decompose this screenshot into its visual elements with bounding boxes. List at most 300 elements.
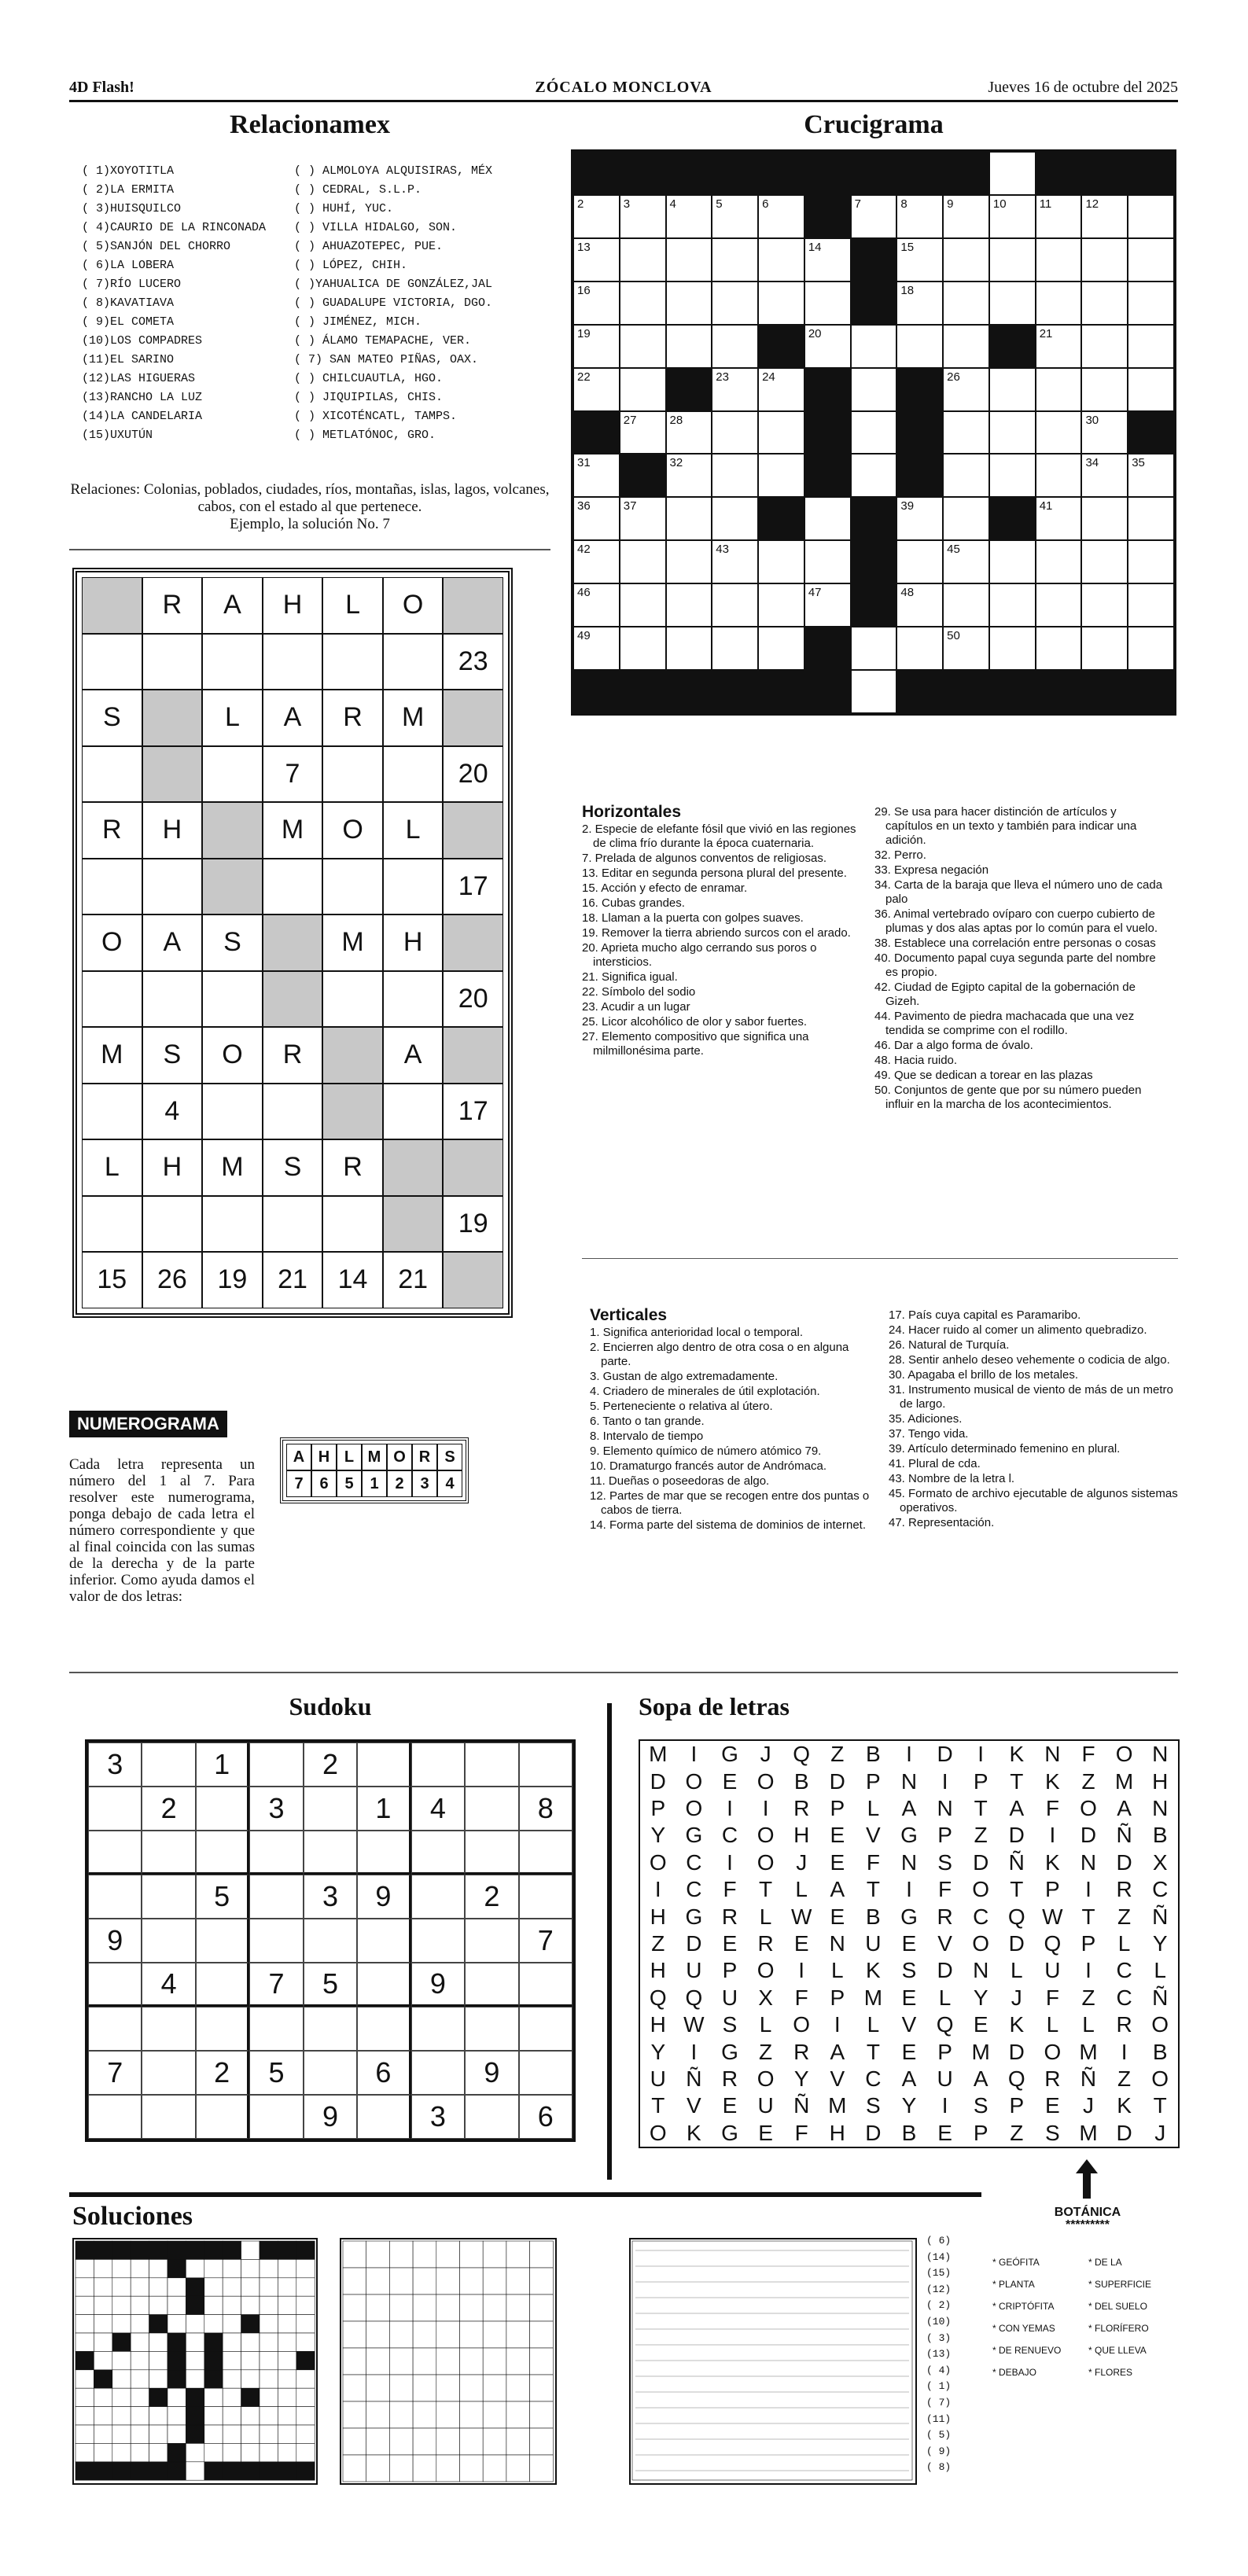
clue-number: 24 <box>762 370 775 384</box>
word-search-letter: H <box>829 2120 845 2145</box>
solution-cell <box>278 2370 296 2388</box>
word-search-letter: X <box>758 1985 773 2010</box>
sudoku-cell: 1 <box>196 1742 249 1787</box>
solution-cell <box>75 2370 94 2388</box>
word-search-letter: D <box>1008 2039 1025 2064</box>
solution-cell <box>204 2315 223 2333</box>
word-search-letter: O <box>757 2066 775 2091</box>
word-item: * GEÓFITA <box>992 2257 1040 2268</box>
sudoku-cell: 5 <box>249 2051 303 2095</box>
solution-cell <box>366 2428 390 2455</box>
key-letter: H <box>311 1444 337 1470</box>
sudoku-cell <box>249 2007 303 2051</box>
word-search-letter: J <box>1011 1985 1022 2010</box>
solution-cell <box>413 2401 436 2428</box>
clue-number: 47 <box>808 586 822 600</box>
word-search-letter: W <box>1042 1904 1063 1929</box>
solution-cell <box>112 2443 131 2461</box>
word-search-letter: L <box>867 2012 880 2037</box>
sudoku-cell <box>304 2051 357 2095</box>
crossword-cell <box>943 670 989 713</box>
horizontales-clues <box>582 805 865 1059</box>
crossword-cell <box>573 282 620 325</box>
relacionamex-example: Ejemplo, la solución No. 7 <box>230 516 390 532</box>
crossword-cell <box>943 454 989 497</box>
word-search-letter: K <box>1045 1768 1060 1794</box>
word-search-letter: A <box>973 2066 988 2091</box>
crossword-cell <box>1128 152 1174 195</box>
numerograma-cell: M <box>263 802 323 859</box>
solution-cell <box>366 2321 390 2348</box>
solution-cell <box>366 2241 390 2268</box>
solution-number: (11) <box>926 2412 952 2425</box>
numerograma-cell <box>383 859 444 915</box>
solution-cell <box>149 2333 168 2351</box>
word-search-letter: I <box>654 1877 661 1902</box>
solution-cell <box>186 2241 204 2259</box>
solution-cell <box>506 2428 530 2455</box>
word-search-letter: Q <box>649 1985 667 2010</box>
sudoku-cell: 5 <box>304 1963 357 2007</box>
word-search-letter: E <box>901 1985 917 2010</box>
crossword-cell <box>1081 670 1128 713</box>
crossword-cell <box>1081 325 1128 368</box>
clue-item: 38. Establece una correlación entre personas o cosas <box>874 937 1156 950</box>
word-search-letter: E <box>722 1768 738 1794</box>
crossword-cell <box>1128 325 1174 368</box>
sudoku-cell <box>249 1831 303 1875</box>
sudoku-cell: 3 <box>411 2095 465 2139</box>
key-letter: A <box>286 1444 311 1470</box>
crossword-cell <box>851 540 897 583</box>
clue-item: 18. Llaman a la puerta con golpes suaves. <box>582 911 804 925</box>
crossword-cell <box>712 454 758 497</box>
word-search-letter: Q <box>793 1742 811 1767</box>
divider <box>582 1258 1178 1259</box>
state-item: ( ) JIQUIPILAS, CHIS. <box>294 391 444 404</box>
clue-number: 46 <box>577 586 591 600</box>
word-search-letter: C <box>865 2066 882 2091</box>
word-search-letter: N <box>1152 1742 1169 1767</box>
clue-item: 47. Representación. <box>889 1516 995 1529</box>
word-search-letter: Z <box>1117 1904 1132 1929</box>
solution-number: (10) <box>926 2315 952 2328</box>
word-search-letter: E <box>830 1849 845 1875</box>
clue-item: 41. Plural de cda. <box>889 1457 981 1470</box>
solution-cell <box>260 2351 278 2369</box>
crossword-cell <box>851 368 897 411</box>
word-search-letter: F <box>794 2120 808 2145</box>
solution-cell <box>131 2370 149 2388</box>
solution-cell <box>278 2296 296 2314</box>
solution-cell <box>260 2407 278 2425</box>
numerograma-cell <box>142 971 203 1028</box>
solution-cell <box>296 2443 315 2461</box>
clue-number: 20 <box>808 326 822 340</box>
crossword-cell <box>620 497 666 540</box>
solution-cell <box>94 2315 112 2333</box>
clue-item: 46. Dar a algo forma de óvalo. <box>874 1039 1033 1052</box>
numerograma-cell <box>202 634 263 690</box>
numerograma-cell <box>142 859 203 915</box>
sudoku-cell: 2 <box>465 1875 518 1919</box>
solution-cell <box>343 2348 366 2375</box>
sudoku-cell <box>249 1875 303 1919</box>
sudoku-cell <box>519 1831 572 1875</box>
solution-cell <box>223 2443 241 2461</box>
crucigrama-title: Crucigrama <box>804 110 944 139</box>
sudoku-cell <box>357 1831 410 1875</box>
word-search-letter: D <box>1116 1849 1132 1875</box>
solution-cell <box>460 2455 484 2482</box>
horizontales-clues-cont <box>874 805 1165 1113</box>
word-search-letter: I <box>977 1742 985 1767</box>
solution-cell <box>366 2348 390 2375</box>
clue-number: 13 <box>577 240 591 254</box>
solution-cell <box>168 2388 186 2406</box>
numerograma-key <box>280 1437 469 1503</box>
word-search-letter: J <box>1082 2093 1094 2118</box>
solution-cell <box>241 2241 260 2259</box>
solution-cell <box>149 2241 168 2259</box>
clue-number: 21 <box>1039 326 1053 340</box>
crossword-cell <box>1036 282 1082 325</box>
sudoku-cell <box>519 1963 572 2007</box>
solution-number: ( 5) <box>926 2429 952 2442</box>
numerograma-cell <box>82 859 142 915</box>
word-search-letter: D <box>865 2120 882 2145</box>
word-search-letter: F <box>1081 1742 1095 1767</box>
theme-title: BOTÁNICA <box>1054 2206 1121 2219</box>
sudoku-cell: 7 <box>519 1919 572 1963</box>
place-item: (14)LA CANDELARIA <box>82 410 203 423</box>
solution-cell <box>168 2259 186 2277</box>
word-search-letter: O <box>649 2120 667 2145</box>
key-letter: R <box>412 1444 437 1470</box>
word-search-letter: T <box>1081 1904 1095 1929</box>
sudoku-cell <box>357 2007 410 2051</box>
word-search-letter: B <box>793 1768 809 1794</box>
word-search-letter: B <box>901 2120 917 2145</box>
numerograma-cell: 26 <box>142 1252 203 1308</box>
word-search-letter: R <box>757 1930 774 1956</box>
word-item: * FLORES <box>1088 2367 1133 2378</box>
solution-number: ( 8) <box>926 2461 952 2474</box>
crossword-cell <box>758 497 804 540</box>
sudoku-cell <box>465 2095 518 2139</box>
word-search-letter: P <box>1009 2093 1025 2118</box>
crossword-cell <box>573 627 620 670</box>
word-search-letter: A <box>1009 1795 1025 1820</box>
crossword-cell <box>620 325 666 368</box>
numerograma-cell <box>443 1027 503 1084</box>
word-search-letter: Q <box>1007 2066 1025 2091</box>
solution-cell <box>149 2296 168 2314</box>
crossword-cell <box>712 540 758 583</box>
sudoku-cell: 2 <box>304 1742 357 1787</box>
word-item: * DE RENUEVO <box>992 2345 1062 2356</box>
numerograma-cell <box>322 746 383 803</box>
numerograma-cell: A <box>202 577 263 634</box>
solution-cell <box>483 2268 506 2294</box>
state-item: ( ) METLATÓNOC, GRO. <box>294 429 436 442</box>
solution-cell <box>260 2443 278 2461</box>
crossword-cell <box>758 670 804 713</box>
solution-cell <box>168 2241 186 2259</box>
solution-cell <box>506 2241 530 2268</box>
solution-cell <box>278 2462 296 2480</box>
crossword-cell <box>1036 497 1082 540</box>
solution-cell <box>389 2294 413 2321</box>
word-search-letter: U <box>686 1958 702 1983</box>
solution-cell <box>506 2455 530 2482</box>
crossword-cell <box>1128 627 1174 670</box>
word-search-letter: H <box>650 1904 666 1929</box>
solution-cell <box>186 2315 204 2333</box>
crossword-cell <box>1081 627 1128 670</box>
solution-cell <box>223 2370 241 2388</box>
numerograma-cell <box>142 634 203 690</box>
solution-cell <box>296 2315 315 2333</box>
divider <box>69 1672 1178 1673</box>
crossword-cell <box>804 325 851 368</box>
relacionamex-row <box>82 332 561 351</box>
crossword-cell <box>1128 195 1174 238</box>
crossword-cell <box>943 368 989 411</box>
solution-number: ( 9) <box>926 2445 952 2457</box>
word-search-letter: T <box>651 2093 665 2118</box>
word-search-letter: D <box>937 1958 953 1983</box>
solution-cell <box>223 2388 241 2406</box>
word-search-letter: P <box>937 2039 952 2064</box>
numerograma-cell: 20 <box>443 971 503 1028</box>
crossword-cell <box>1036 454 1082 497</box>
word-item: * DE LA <box>1088 2257 1122 2268</box>
numerograma-cell: S <box>263 1139 323 1196</box>
solution-cell <box>223 2278 241 2296</box>
sudoku-cell <box>465 1742 518 1787</box>
solution-cell <box>168 2333 186 2351</box>
solution-cell <box>436 2241 460 2268</box>
solution-cell <box>131 2333 149 2351</box>
solution-cell <box>204 2388 223 2406</box>
numerograma-cell: S <box>142 1027 203 1084</box>
sudoku-cell: 8 <box>519 1787 572 1831</box>
word-search-letter: N <box>1152 1795 1169 1820</box>
crossword-cell <box>804 152 851 195</box>
crossword-cell <box>666 583 712 627</box>
sudoku-cell <box>88 1875 142 1919</box>
crossword-cell <box>851 238 897 282</box>
solution-cell <box>131 2407 149 2425</box>
word-search-letter: K <box>687 2120 701 2145</box>
solution-cell <box>389 2375 413 2401</box>
word-search-letter: U <box>721 1985 738 2010</box>
solution-cell <box>278 2278 296 2296</box>
numerograma-cell <box>82 1196 142 1253</box>
solution-cell <box>241 2425 260 2443</box>
crossword-cell <box>666 152 712 195</box>
numerograma-cell <box>82 577 142 634</box>
word-search-letter: T <box>866 2039 880 2064</box>
solution-cell <box>112 2296 131 2314</box>
divider <box>69 549 550 550</box>
crossword-cell <box>758 195 804 238</box>
solution-cell <box>413 2375 436 2401</box>
word-search-letter: U <box>757 2093 774 2118</box>
solution-cell <box>413 2348 436 2375</box>
divider <box>607 1703 612 2180</box>
solution-cell <box>483 2348 506 2375</box>
solution-cell <box>436 2321 460 2348</box>
word-search-letter: O <box>1151 2066 1169 2091</box>
word-search-letter: D <box>686 1930 702 1956</box>
solution-cell <box>168 2296 186 2314</box>
solution-cell <box>460 2348 484 2375</box>
numerograma-cell <box>443 914 503 971</box>
word-search-letter: E <box>722 2093 738 2118</box>
sudoku-cell <box>465 1919 518 1963</box>
word-search-letter: I <box>941 2093 948 2118</box>
numerograma-cell: 17 <box>443 1084 503 1140</box>
crossword-cell <box>712 411 758 454</box>
word-search-letter: Z <box>1081 1768 1095 1794</box>
numerograma-cell <box>443 577 503 634</box>
solution-cell <box>186 2351 204 2369</box>
numerograma-cell <box>443 1139 503 1196</box>
clue-number: 30 <box>1085 413 1099 427</box>
word-search-letter: A <box>901 1795 917 1820</box>
sudoku-cell <box>142 1742 195 1787</box>
sudoku-cell <box>411 2051 465 2095</box>
solution-cell <box>94 2388 112 2406</box>
solution-cell <box>186 2407 204 2425</box>
word-search-letter: G <box>721 2120 738 2145</box>
numerograma-cell: 21 <box>263 1252 323 1308</box>
clue-item: 8. Intervalo de tiempo <box>590 1430 704 1443</box>
solution-cell <box>75 2388 94 2406</box>
word-search-letter: D <box>1008 1930 1025 1956</box>
crossword-cell <box>758 368 804 411</box>
numerograma-cell <box>322 634 383 690</box>
word-search-letter: L <box>1117 1930 1131 1956</box>
solution-cell <box>296 2333 315 2351</box>
word-search-letter: E <box>937 2120 952 2145</box>
solution-cell <box>204 2259 223 2277</box>
crossword-cell <box>1036 325 1082 368</box>
solution-cell <box>278 2241 296 2259</box>
crossword-cell <box>666 325 712 368</box>
crossword-cell <box>943 325 989 368</box>
relacionamex-title: Relacionamex <box>230 110 390 139</box>
place-item: (13)RANCHO LA LUZ <box>82 391 203 404</box>
clue-item: 31. Instrumento musical de viento de más de un metro de largo. <box>889 1383 1173 1411</box>
word-item: * CRIPTÓFITA <box>992 2301 1055 2312</box>
crossword-cell <box>989 627 1036 670</box>
clue-number: 50 <box>947 629 960 643</box>
crossword-cell <box>1128 583 1174 627</box>
place-item: ( 8)KAVATIAVA <box>82 296 175 310</box>
word-search-theme <box>1044 2206 1131 2232</box>
relacionamex-row <box>82 200 561 219</box>
solution-cell <box>260 2241 278 2259</box>
solution-cell <box>204 2407 223 2425</box>
crossword-cell <box>1128 497 1174 540</box>
sudoku-cell: 7 <box>88 2051 142 2095</box>
numerograma-cell: R <box>322 1139 383 1196</box>
crossword-cell <box>712 670 758 713</box>
numerograma-grid <box>72 568 513 1318</box>
solution-cell <box>436 2375 460 2401</box>
horizontales-title: Horizontales <box>582 803 682 821</box>
solution-cell <box>186 2370 204 2388</box>
state-item: ( ) LÓPEZ, CHIH. <box>294 259 408 272</box>
word-search-letter: N <box>1080 1849 1097 1875</box>
clue-item: 12. Partes de mar que se recogen entre dos puntas o cabos de tierra. <box>590 1489 870 1517</box>
solution-cell <box>460 2268 484 2294</box>
numerograma-cell: 19 <box>443 1196 503 1253</box>
state-item: ( )YAHUALICA DE GONZÁLEZ,JAL <box>294 278 493 291</box>
verticales-title: Verticales <box>590 1306 668 1324</box>
numerograma-cell <box>202 802 263 859</box>
word-item: * CON YEMAS <box>992 2323 1055 2334</box>
word-search-letter: Ñ <box>686 2066 702 2091</box>
solution-cell <box>296 2296 315 2314</box>
word-search-letter: F <box>938 1877 952 1902</box>
word-search-letter: V <box>901 2012 917 2037</box>
word-search-letter: D <box>1116 2120 1132 2145</box>
state-item: ( ) HUHÍ, YUC. <box>294 202 394 215</box>
crossword-cell <box>1128 670 1174 713</box>
solution-cell <box>343 2268 366 2294</box>
word-search-letter: T <box>1153 2093 1167 2118</box>
solution-cell <box>343 2321 366 2348</box>
place-item: ( 4)CAURIO DE LA RINCONADA <box>82 221 267 234</box>
word-search-grid <box>639 1739 1180 2148</box>
crossword-cell <box>989 670 1036 713</box>
sudoku-cell <box>465 1787 518 1831</box>
solution-cell <box>530 2348 554 2375</box>
clue-item: 44. Pavimento de piedra machacada que una vez tendida se comprime con el rodillo. <box>874 1010 1135 1037</box>
solution-cell <box>204 2443 223 2461</box>
solution-cell <box>483 2428 506 2455</box>
word-search-letter: I <box>1049 1823 1056 1848</box>
relacionamex-row <box>82 237 561 256</box>
crossword-cell <box>666 411 712 454</box>
solution-cell <box>260 2388 278 2406</box>
word-search-letter: P <box>722 1958 738 1983</box>
solution-cell <box>460 2401 484 2428</box>
page-header <box>69 79 1178 102</box>
solution-cell <box>168 2462 186 2480</box>
crossword-cell <box>1036 238 1082 282</box>
word-search-letter: V <box>866 1823 881 1848</box>
clue-item: 39. Artículo determinado femenino en plural. <box>889 1442 1121 1455</box>
sudoku-cell <box>249 1742 303 1787</box>
crossword-cell <box>1081 454 1128 497</box>
numerograma-cell <box>383 1139 444 1196</box>
crossword-cell <box>804 540 851 583</box>
solution-cell <box>530 2375 554 2401</box>
solution-cell <box>296 2388 315 2406</box>
word-search-letter: U <box>1044 1958 1061 1983</box>
word-search-letter: O <box>972 1877 990 1902</box>
numerograma-cell: S <box>202 914 263 971</box>
crossword-cell <box>943 540 989 583</box>
solution-cell <box>204 2241 223 2259</box>
clue-item: 3. Gustan de algo extremadamente. <box>590 1370 779 1383</box>
word-search-letter: R <box>1044 2066 1061 2091</box>
